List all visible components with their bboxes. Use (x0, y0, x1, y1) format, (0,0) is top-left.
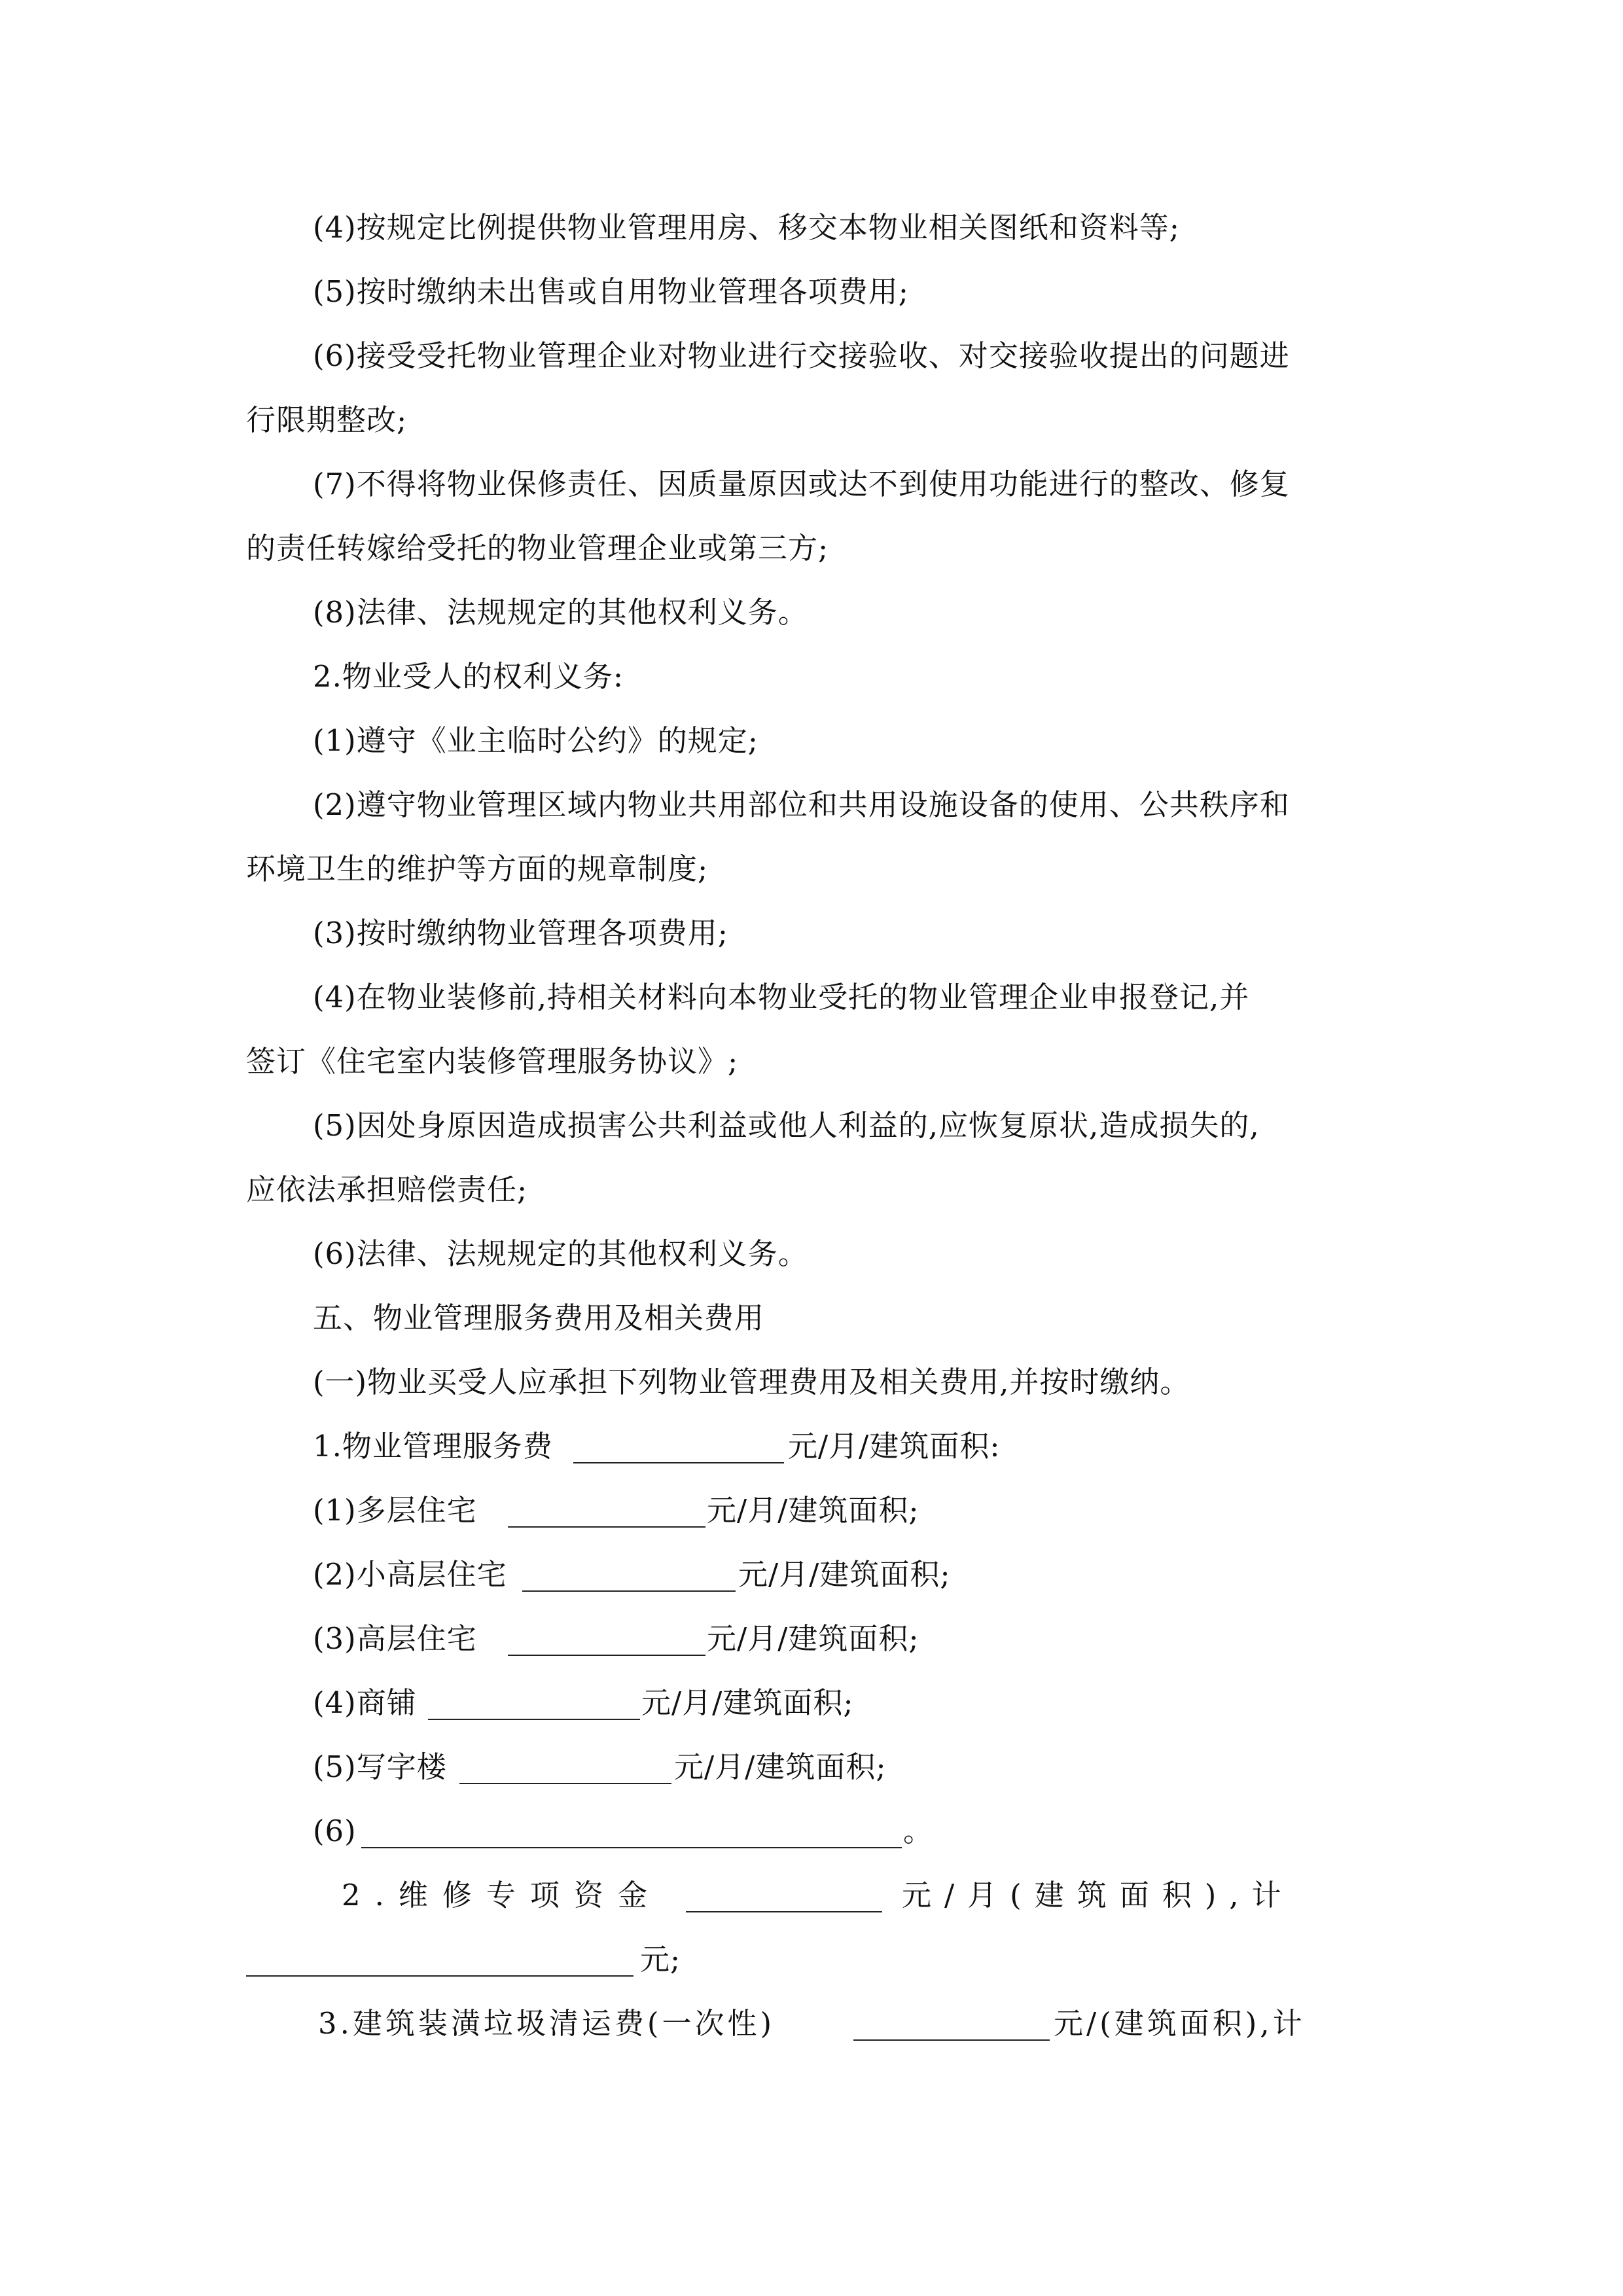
fee-line: (3)高层住宅 元/月/建筑面积; (313, 1621, 919, 1656)
paragraph-line: (6)法律、法规规定的其他权利义务。 (313, 1236, 808, 1271)
paragraph-line: (1)遵守《业主临时公约》的规定; (313, 723, 758, 758)
paragraph-line: 环境卫生的维护等方面的规章制度; (246, 852, 709, 886)
paragraph-line: 签订《住宅室内装修管理服务协议》; (246, 1044, 739, 1079)
fill-in-blank (508, 1624, 705, 1656)
paragraph-line: (4)在物业装修前,持相关材料向本物业受托的物业管理企业申报登记,并 (313, 980, 1250, 1014)
fee-line: (1)多层住宅 元/月/建筑面积; (313, 1493, 919, 1528)
fill-in-blank (686, 1881, 882, 1912)
paragraph-line: 应依法承担赔偿责任; (246, 1172, 528, 1207)
paragraph-line: (5)因处身原因造成损害公共利益或他人利益的,应恢复原状,造成损失的, (313, 1108, 1260, 1143)
paragraph-line: (3)按时缴纳物业管理各项费用; (313, 916, 728, 950)
paragraph-line: 行限期整改; (246, 403, 408, 437)
fill-in-blank (361, 1817, 902, 1848)
fee-line: (4)商铺 元/月/建筑面积; (313, 1685, 854, 1720)
fill-in-blank (459, 1753, 671, 1784)
fee-line: 2.维修专项资金 元/月(建筑面积),计 (342, 1878, 1294, 1912)
paragraph-line: (5)按时缴纳未出售或自用物业管理各项费用; (313, 274, 909, 309)
fee-line: 1.物业管理服务费 元/月/建筑面积: (313, 1429, 1001, 1463)
fill-in-blank (428, 1689, 640, 1720)
fee-line: 元; (0, 1940, 1623, 1979)
fill-in-blank (522, 1560, 736, 1592)
fee-line: (6) 。 (313, 1814, 934, 1848)
paragraph-line: (8)法律、法规规定的其他权利义务。 (313, 595, 808, 630)
fee-line: 3.建筑装潢垃圾清运费(一次性) 元/(建筑面积),计 (318, 2006, 1306, 2041)
fee-line: (5)写字楼 元/月/建筑面积; (313, 1749, 887, 1784)
fill-in-blank (508, 1496, 705, 1528)
fill-in-blank (573, 1432, 784, 1463)
paragraph-line: (4)按规定比例提供物业管理用房、移交本物业相关图纸和资料等; (313, 210, 1180, 245)
paragraph-line: (一)物业买受人应承担下列物业管理费用及相关费用,并按时缴纳。 (313, 1365, 1190, 1399)
section-heading: 五、物业管理服务费用及相关费用 (313, 1300, 765, 1335)
fill-in-blank (246, 1945, 633, 1977)
paragraph-line: (2)遵守物业管理区域内物业共用部位和共用设施设备的使用、公共秩序和 (313, 787, 1290, 822)
fee-line: (2)小高层住宅 元/月/建筑面积; (313, 1557, 951, 1592)
section-heading: 2.物业受人的权利义务: (313, 659, 624, 694)
paragraph-line: (6)接受受托物业管理企业对物业进行交接验收、对交接验收提出的问题进 (313, 338, 1290, 373)
paragraph-line: 的责任转嫁给受托的物业管理企业或第三方; (246, 531, 829, 565)
paragraph-line: (7)不得将物业保修责任、因质量原因或达不到使用功能进行的整改、修复 (313, 467, 1290, 501)
fill-in-blank (853, 2009, 1050, 2041)
